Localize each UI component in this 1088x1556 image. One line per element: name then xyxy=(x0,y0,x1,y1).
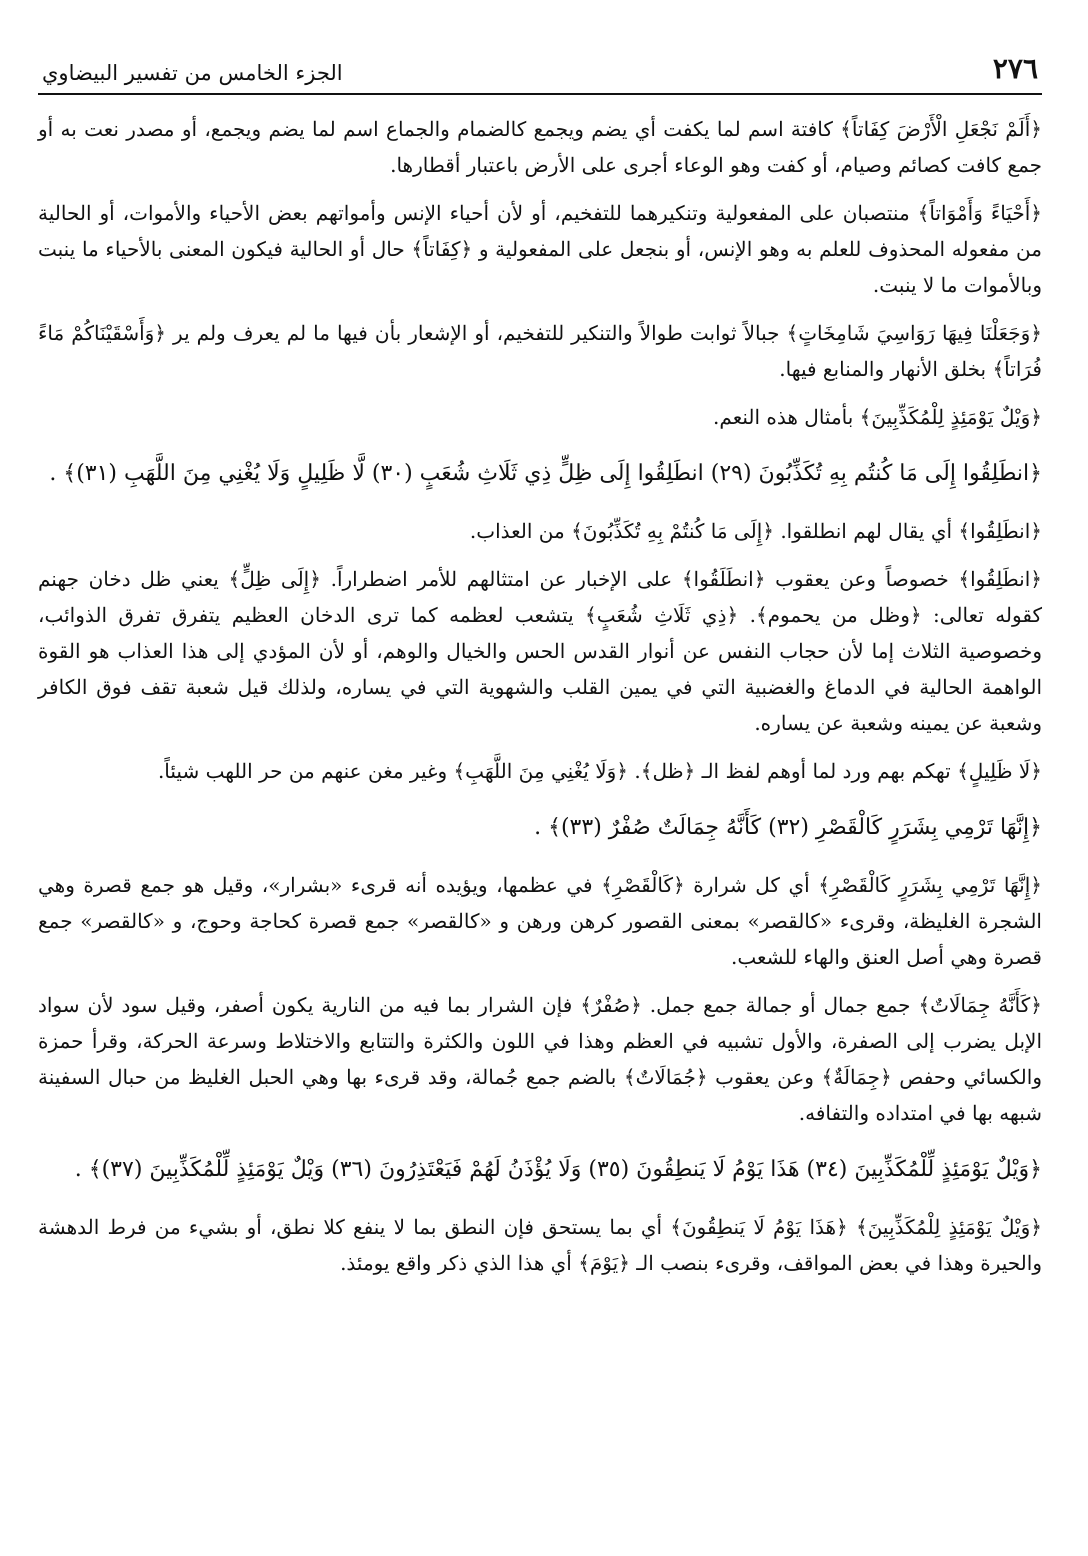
page-number: ٢٧٦ xyxy=(992,52,1038,85)
commentary-paragraph: ﴿أَلَمْ نَجْعَلِ الْأَرْضَ كِفَاتاً﴾ كافتة اسم لما يكفت أي يضم ويجمع كالضمام والجماع اسم لما يضم ويجمع، أو مصدر نعت به أو جمع كافت كصائم وصيام، أو كفت وهو الوعاء أجرى على الأرض باعتبار أقطارها. xyxy=(38,117,1042,177)
text-body xyxy=(38,111,1042,1281)
quran-verse: ﴿إِنَّهَا تَرْمِي بِشَرَرٍ كَالْقَصْرِ (٣٢) كَأَنَّهُ جِمَالَتٌ صُفْرٌ (٣٣)﴾ . xyxy=(534,815,1042,840)
commentary-paragraph: ﴿وَجَعَلْنَا فِيهَا رَوَاسِيَ شَامِخَاتٍ﴾ جبالاً ثوابت طوالاً والتنكير للتفخيم، أو الإشعار بأن فيها ما لم يعرف ولم ير ﴿وَأَسْقَيْنَاكُمْ مَاءً فُرَاتاً﴾ بخلق الأنهار والمنابع فيها. xyxy=(38,321,1042,381)
commentary-paragraph: ﴿إِنَّهَا تَرْمِي بِشَرَرٍ كَالْقَصْرِ﴾ أي كل شرارة ﴿كَالْقَصْرِ﴾ في عظمها، ويؤيده أنه قرىء «بشرار»، وقيل هو جمع قصرة وهي الشجرة الغليظة، وقرىء «كالقصر» بمعنى القصور كرهن ورهن و «كالقصر» جمع قصرة كحاجة وحوج، و «كالقصر» جمع قصرة وهي أصل العنق والهاء للشعب. xyxy=(38,873,1042,969)
running-header xyxy=(38,52,1042,95)
commentary-paragraph: ﴿انطَلِقُوا﴾ أي يقال لهم انطلقوا. ﴿إِلَى مَا كُنتُمْ بِهِ تُكَذِّبُونَ﴾ من العذاب. xyxy=(469,519,1042,543)
commentary-paragraph: ﴿انطَلِقُوا﴾ خصوصاً وعن يعقوب ﴿انطَلَقُوا﴾ على الإخبار عن امتثالهم للأمر اضطراراً. ﴿إِلَى ظِلٍّ﴾ يعني ظل دخان جهنم كقوله تعالى: ﴿وظل من يحموم﴾. ﴿ذِي ثَلَاثِ شُعَبٍ﴾ يتشعب لعظمه كما ترى الدخان العظيم يتفرق تفرق الذوائب، وخصوصية الثلاث إما لأن حجاب النفس عن أنوار القدس الحس والخيال والوهم، أو لأن المؤدي إلى هذا العذاب هو القوة الواهمة الحالية في الدماغ والغضبية التي في يمين القلب والشهوية التي في يساره، ولذلك قيل شعبة تقف فوق الكافر وشعبة عن يمينه وشعبة عن يساره. xyxy=(38,567,1042,735)
commentary-paragraph: ﴿وَيْلٌ يَوْمَئِذٍ لِلْمُكَذِّبِينَ﴾ ﴿هَذَا يَوْمُ لَا يَنطِقُونَ﴾ أي بما يستحق فإن النطق بما لا ينفع كلا نطق، أو بشيء من فرط الدهشة والحيرة وهذا في بعض المواقف، وقرىء بنصب الـ ﴿يَوْمَ﴾ أي هذا الذي ذكر واقع يومئذ. xyxy=(38,1215,1042,1275)
commentary-paragraph: ﴿أَحْيَاءً وَأَمْوَاتاً﴾ منتصبان على المفعولية وتنكيرهما للتفخيم، أو لأن أحياء الإنس وأمواتهم بعض الأحياء والأموات، أو الحالية من مفعوله المحذوف للعلم به وهو الإنس، أو بنجعل على المفعولية و ﴿كِفَاتاً﴾ حال أو الحالية فيكون المعنى بالأحياء ما ينبت وبالأموات ما لا ينبت. xyxy=(38,201,1042,297)
quran-verse: ﴿انطَلِقُوا إِلَى مَا كُنتُم بِهِ تُكَذِّبُونَ (٢٩) انطَلِقُوا إِلَى ظِلٍّ ذِي ثَلَاثِ شُعَبٍ (٣٠) لَّا ظَلِيلٍ وَلَا يُغْنِي مِنَ اللَّهَبِ (٣١)﴾ . xyxy=(49,461,1042,486)
quran-verse: ﴿وَيْلٌ يَوْمَئِذٍ لِّلْمُكَذِّبِينَ (٣٤) هَذَا يَوْمُ لَا يَنطِقُونَ (٣٥) وَلَا يُؤْذَنُ لَهُمْ فَيَعْتَذِرُونَ (٣٦) وَيْلٌ يَوْمَئِذٍ لِّلْمُكَذِّبِينَ (٣٧)﴾ . xyxy=(74,1157,1042,1182)
commentary-paragraph: ﴿وَيْلٌ يَوْمَئِذٍ لِلْمُكَذِّبِينَ﴾ بأمثال هذه النعم. xyxy=(713,405,1042,429)
running-title: الجزء الخامس من تفسير البيضاوي xyxy=(42,61,343,85)
commentary-paragraph: ﴿كَأَنَّهُ جِمَالَاتٌ﴾ جمع جمال أو جمالة جمع جمل. ﴿صُفْرٌ﴾ فإن الشرار بما فيه من النارية يكون أصفر، وقيل سود لأن سواد الإبل يضرب إلى الصفرة، والأول تشبيه في العظم وهذا في اللون والكثرة والتتابع والاختلاط وسرعة الحركة، وقرأ حمزة والكسائي وحفص ﴿جِمَالَةٌ﴾ وعن يعقوب ﴿جُمَالَاتٌ﴾ بالضم جمع جُمالة، وقد قرىء بها وهي الحبل الغليظ من حبال السفينة شبهه بها في امتداده والتفافه. xyxy=(38,993,1042,1125)
commentary-paragraph: ﴿لَا ظَلِيلٍ﴾ تهكم بهم ورد لما أوهم لفظ الـ ﴿ظل﴾. ﴿وَلَا يُغْنِي مِنَ اللَّهَبِ﴾ وغير مغن عنهم من حر اللهب شيئاً. xyxy=(157,759,1042,783)
